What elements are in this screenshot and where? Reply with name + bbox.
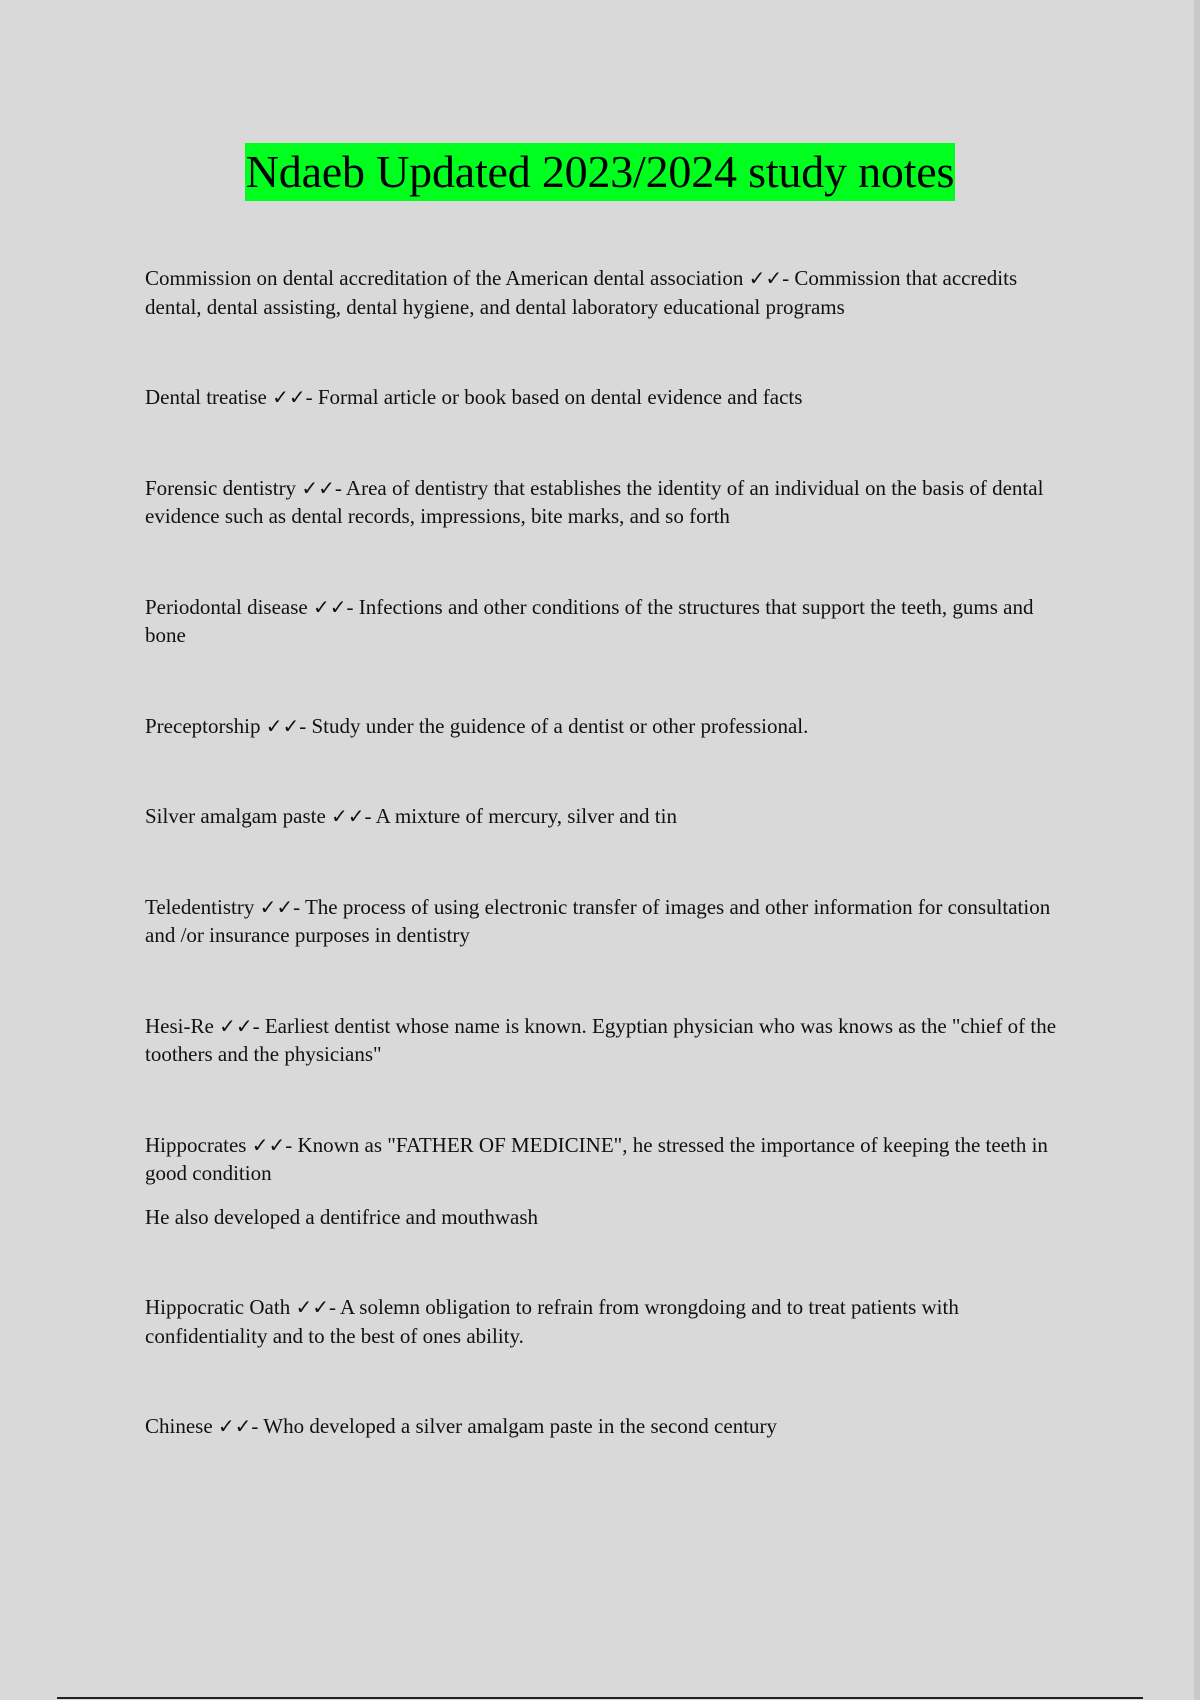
note-entry (145, 1012, 1060, 1069)
note-definition: - Commission that accredits dental, dental assisting, dental hygiene, and dental laboratory educational programs (145, 266, 1018, 319)
note-entry (145, 474, 1060, 531)
title-container (0, 143, 1200, 201)
note-extra-line: He also developed a dentifrice and mouthwash (145, 1204, 539, 1229)
note-definition: - A solemn obligation to refrain from wrongdoing and to treat patients with confidentiality and to the best of ones ability. (145, 1295, 959, 1348)
note-definition: - Known as "FATHER OF MEDICINE", he stressed the importance of keeping the teeth in good condition (145, 1132, 1048, 1185)
double-check-icon: ✓✓ (301, 475, 335, 500)
note-entry (145, 264, 1060, 321)
note-term: Periodontal disease (145, 594, 308, 619)
double-check-icon: ✓✓ (251, 1132, 286, 1157)
note-definition: - Earliest dentist whose name is known. Egyptian physician who was knows as the "chief of the toothers and the physicians" (145, 1013, 1057, 1066)
note-definition: - Infections and other conditions of the structures that support the teeth, gums and bone (145, 594, 1034, 647)
note-term: Hesi-Re (145, 1013, 214, 1038)
note-term: Hippocratic Oath (145, 1295, 291, 1319)
document-title: Ndaeb Updated 2023/2024 study notes (245, 143, 955, 201)
note-entry (145, 593, 1060, 650)
note-definition: - Who developed a silver amalgam paste in the second century (251, 1414, 778, 1438)
note-definition: - Area of dentistry that establishes the identity of an individual on the basis of dental evidence such as dental records, impressions, bite marks, and so forth (145, 475, 1044, 528)
page-edge-shadow (1194, 0, 1200, 1700)
note-entry (145, 383, 1060, 412)
double-check-icon: ✓✓ (219, 1013, 253, 1038)
note-definition: - A mixture of mercury, silver and tin (364, 804, 677, 828)
double-check-icon: ✓✓ (331, 804, 365, 828)
note-entry (145, 802, 1060, 831)
note-term: Commission on dental accreditation of the American dental association (145, 266, 744, 290)
double-check-icon: ✓✓ (748, 266, 783, 290)
note-entry (145, 1131, 1060, 1232)
note-entry (145, 1412, 1060, 1441)
note-definition: - Study under the guidence of a dentist or other professional. (299, 713, 809, 738)
note-term: Preceptorship (145, 713, 261, 738)
study-notes-list (145, 264, 1060, 1441)
note-term: Forensic dentistry (145, 475, 297, 500)
double-check-icon: ✓✓ (312, 594, 347, 619)
note-term: Silver amalgam paste (145, 804, 326, 828)
double-check-icon: ✓✓ (272, 385, 306, 409)
note-term: Dental treatise (145, 385, 267, 409)
note-term: Hippocrates (145, 1132, 247, 1157)
note-term: Chinese (145, 1414, 213, 1438)
note-entry (145, 893, 1060, 950)
note-entry (145, 1293, 1060, 1350)
double-check-icon: ✓✓ (259, 894, 294, 919)
double-check-icon: ✓✓ (295, 1295, 329, 1319)
double-check-icon: ✓✓ (217, 1414, 252, 1438)
note-definition: - The process of using electronic transfer of images and other information for consultation and /or insurance purposes in dentistry (145, 894, 1051, 947)
note-definition: - Formal article or book based on dental evidence and facts (305, 385, 803, 409)
note-entry (145, 712, 1060, 741)
note-term: Teledentistry (145, 894, 255, 919)
page-bottom-rule (57, 1697, 1143, 1699)
double-check-icon: ✓✓ (265, 713, 300, 738)
